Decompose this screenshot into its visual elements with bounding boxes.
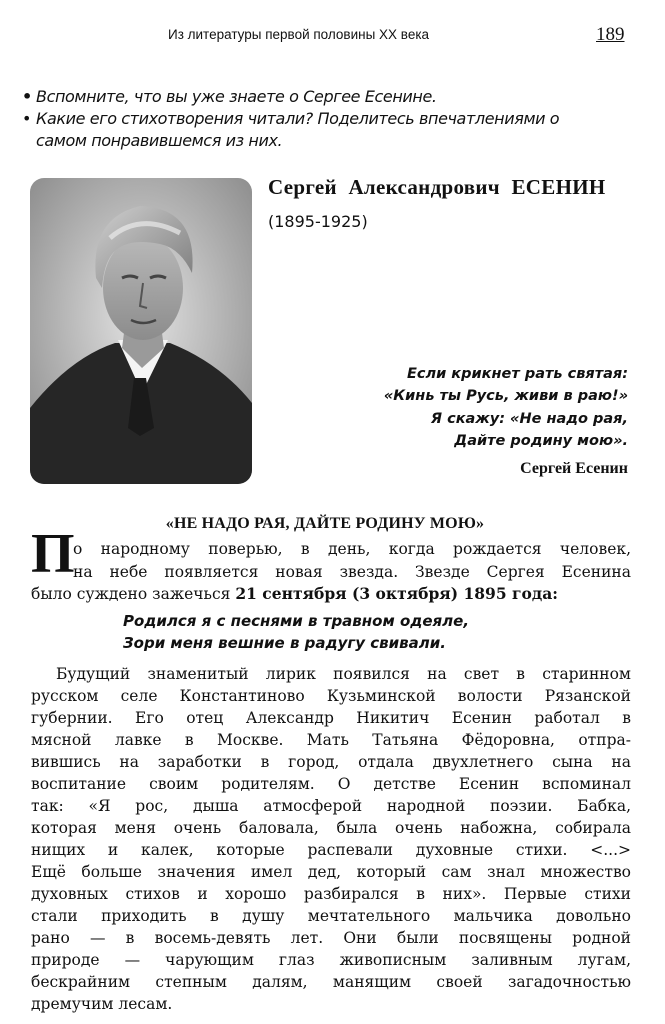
intro-line: о народному поверью, в день, когда рождается человек, bbox=[73, 540, 631, 558]
poem-line: Зори меня вешние в радугу свивали. bbox=[123, 634, 446, 652]
intro-line-text: было суждено зажечься bbox=[31, 585, 236, 603]
epigraph-line: Дайте родину мою». bbox=[454, 433, 628, 449]
body-line: Будущий знаменитый лирик появился на свет в старинном bbox=[56, 665, 631, 683]
question-1-text: Вспомните, что вы уже знаете о Сергее Есенине. bbox=[36, 87, 437, 106]
body-line: мясной лавке в Москве. Мать Татьяна Фёдоровна, отпра- bbox=[31, 731, 631, 749]
epigraph-line: Если крикнет рать святая: bbox=[406, 366, 628, 382]
question-2-text: Какие его стихотворения читали? Поделитесь впечатлениями о bbox=[36, 109, 560, 128]
bullet-icon: • bbox=[22, 87, 32, 106]
epigraph-line: «Кинь ты Русь, живи в раю!» bbox=[383, 388, 628, 404]
intro-line: на небе появляется новая звезда. Звезде Сергея Есенина bbox=[73, 563, 631, 581]
body-line: стали приходить в душу мечтательного мальчика довольно bbox=[31, 907, 631, 925]
question-1 bbox=[22, 86, 632, 108]
body-line: вившись на заработки в город, отдала двухлетнего сына на bbox=[31, 753, 631, 771]
body-line: бескрайним степным далям, манящим своей загадочностью bbox=[31, 973, 631, 991]
body-line: рано — в восемь-девять лет. Они были посвящены родной bbox=[31, 929, 631, 947]
body-line: воспитание своим родителям. О детстве Есенин вспоминал bbox=[31, 775, 631, 793]
body-line: нищих и калек, которые распевали духовные стихи. <...> bbox=[31, 841, 631, 859]
body-line: которая меня очень баловала, была очень набожна, собирала bbox=[31, 819, 631, 837]
author-name: Сергей Александрович ЕСЕНИН bbox=[268, 175, 606, 199]
body-line: губернии. Его отец Александр Никитич Есенин работал в bbox=[31, 709, 631, 727]
body-line: Ещё больше значения имел дед, который сам знал множество bbox=[31, 863, 631, 881]
portrait-drawing bbox=[30, 178, 252, 484]
intro-line-with-date bbox=[31, 583, 631, 605]
dropcap-letter: П bbox=[31, 523, 75, 585]
section-title: «НЕ НАДО РАЯ, ДАЙТЕ РОДИНУ МОЮ» bbox=[165, 515, 485, 532]
birth-date: 21 сентября (3 октября) 1895 года: bbox=[235, 584, 558, 603]
body-line: дремучим лесам. bbox=[31, 995, 173, 1013]
bullet-icon: • bbox=[22, 109, 32, 128]
page-number: 189 bbox=[596, 24, 625, 45]
poem-line: Родился я с песнями в травном одеяле, bbox=[123, 612, 470, 630]
body-line: так: «Я рос, дыша атмосферой народной поэзии. Бабка, bbox=[31, 797, 631, 815]
question-2-continuation: самом понравившемся из них. bbox=[36, 131, 283, 150]
author-portrait bbox=[30, 178, 252, 484]
header-title: Из литературы первой половины XX века bbox=[168, 27, 430, 42]
body-line: духовных стихов и хорошо разбирался в них». Первые стихи bbox=[31, 885, 631, 903]
author-years: (1895-1925) bbox=[268, 212, 368, 231]
epigraph-author: Сергей Есенин bbox=[520, 460, 628, 477]
body-line: русском селе Константиново Кузьминской волости Рязанской bbox=[31, 687, 631, 705]
question-2 bbox=[22, 108, 632, 152]
epigraph-line: Я скажу: «Не надо рая, bbox=[430, 411, 628, 427]
body-line: природе — чарующим глаз живописным заливным лугам, bbox=[31, 951, 631, 969]
